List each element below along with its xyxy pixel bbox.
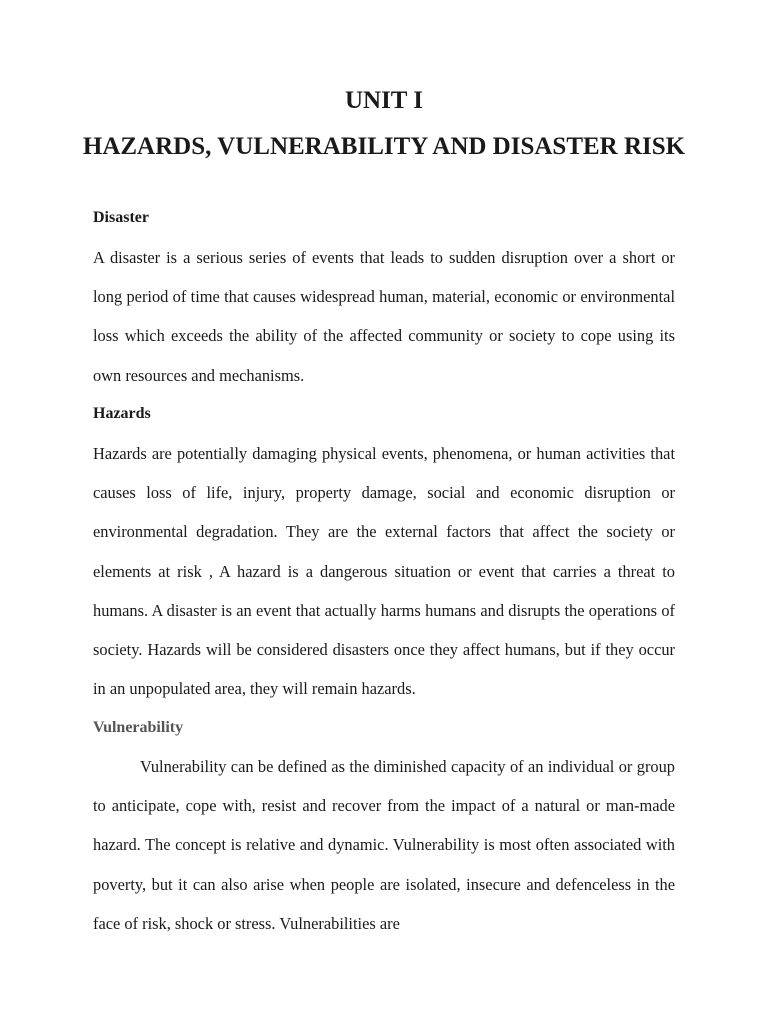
section-body-vulnerability: Vulnerability can be defined as the diminished capacity of an individual or group to anticipate, cope with, resist and recover from the impact of a natural or man-made hazard. The concept is relative and dynamic. Vulnerability is most often associated with poverty, but it can also arise when people are isolated, insecure and defenceless in the face of risk, shock or stress. Vulnerabilities are (93, 757, 675, 933)
section-body-hazards: Hazards are potentially damaging physical events, phenomena, or human activities that causes loss of life, injury, property damage, social and economic disruption or environmental degradation. They are the external factors that affect the society or elements at risk , A hazard is a dangerous situation or event that carries a threat to humans. A disaster is an event that actually harms humans and disrupts the operations of society. Hazards will be considered disasters once they affect humans, but if they occur in an unpopulated area, they will remain hazards. (93, 444, 675, 699)
page-title: HAZARDS, VULNERABILITY AND DISASTER RISK (82, 133, 686, 160)
section-heading-hazards: Hazards (93, 405, 151, 422)
section-body-disaster: A disaster is a serious series of events that leads to sudden disruption over a short or long period of time that causes widespread human, material, economic or environmental loss which exceeds the ability of the affected community or society to cope using its own resources and mechanisms. (93, 248, 675, 385)
unit-label: UNIT I (344, 87, 424, 114)
section-heading-disaster: Disaster (93, 209, 149, 226)
section-heading-vulnerability: Vulnerability (93, 719, 184, 736)
